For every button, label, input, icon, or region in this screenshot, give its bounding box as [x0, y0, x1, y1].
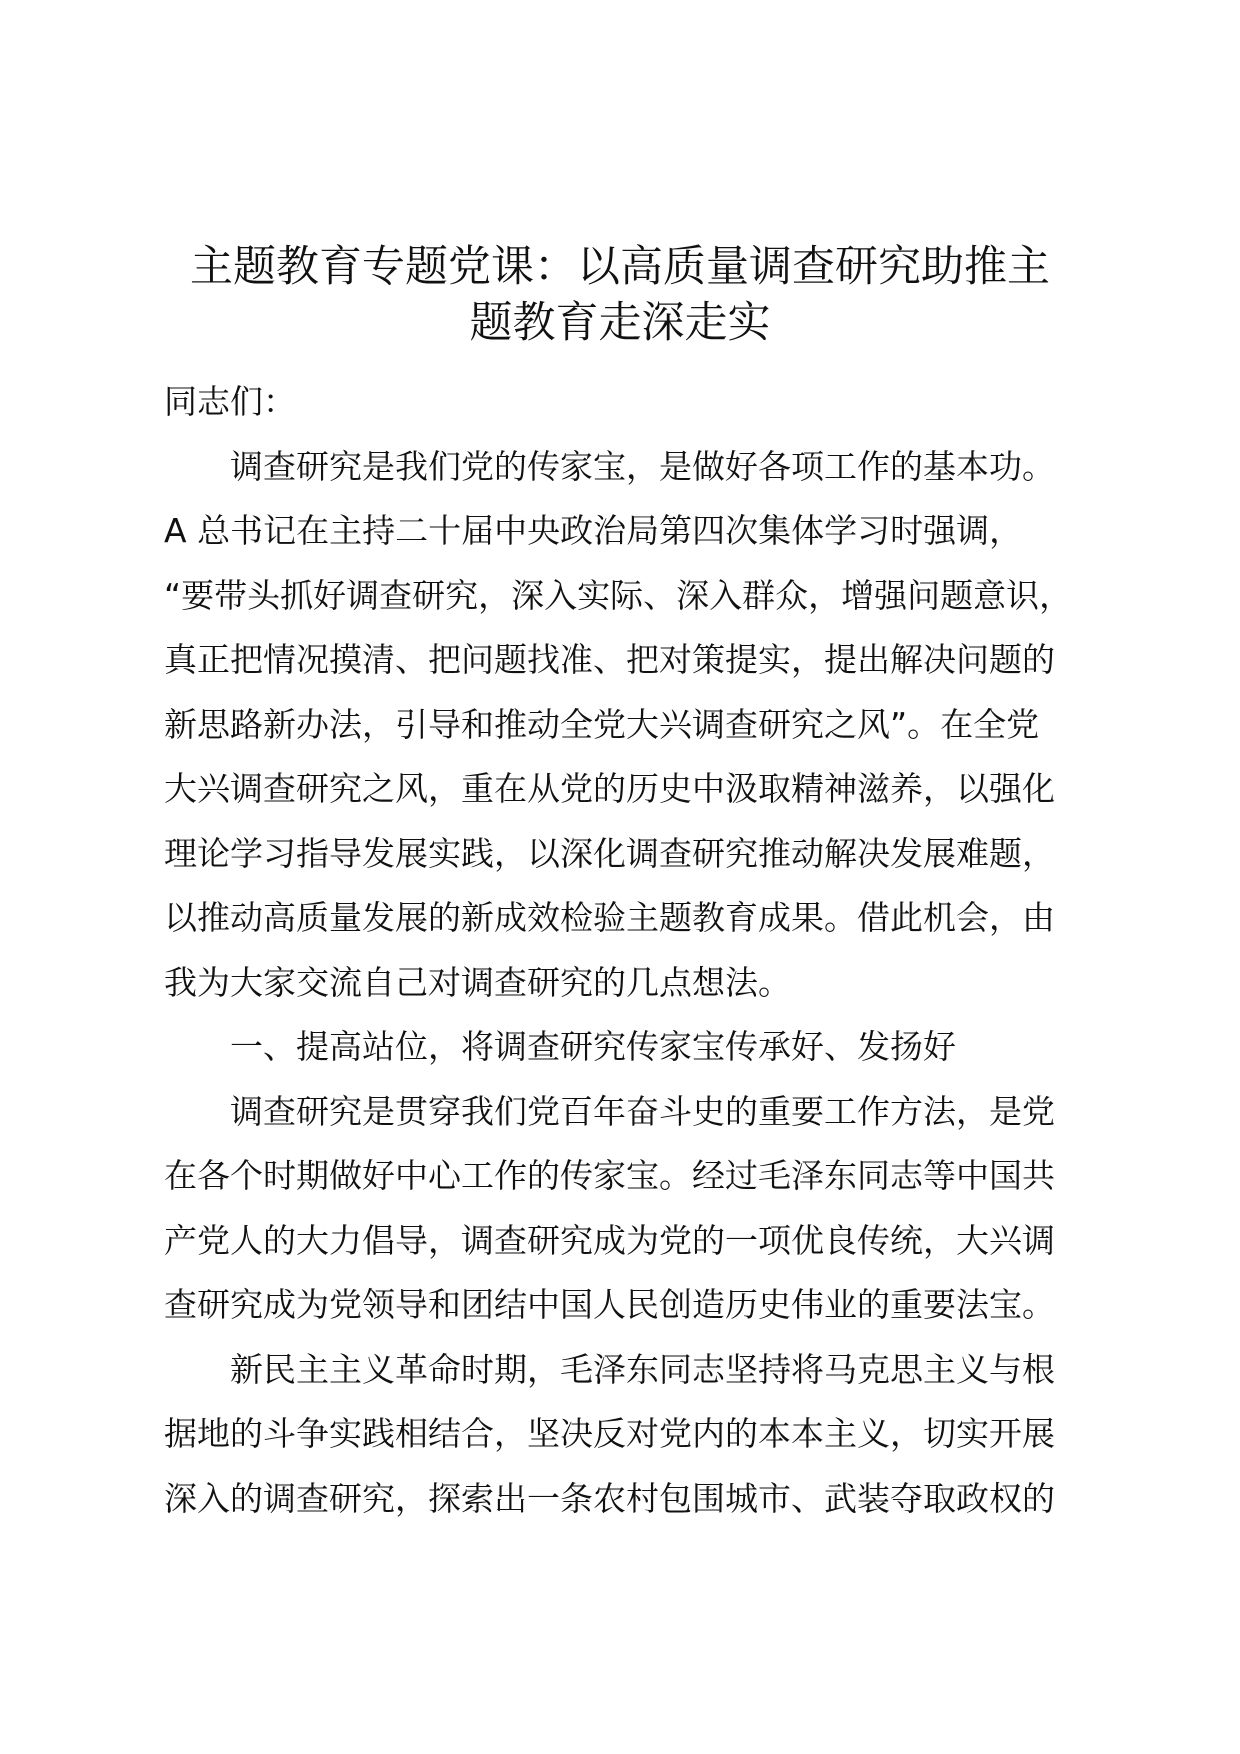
body-line: 新思路新办法，引导和推动全党大兴调查研究之风”。在全党: [164, 704, 1040, 744]
body-line: 在各个时期做好中心工作的传家宝。经过毛泽东同志等中国共: [164, 1156, 1055, 1195]
document-title-line-2: 题教育走深走实: [469, 298, 771, 348]
body-line: 我为大家交流自己对调查研究的几点想法。: [164, 962, 791, 1002]
body-line: 据地的斗争实践相结合，坚决反对党内的本本主义，切实开展: [164, 1414, 1055, 1453]
body-line: 一、提高站位，将调查研究传家宝传承好、发扬好: [230, 1027, 956, 1066]
document-title-line-1: 主题教育专题党课：以高质量调查研究助推主: [190, 242, 1050, 292]
body-line: 以推动高质量发展的新成效检验主题教育成果。借此机会，由: [164, 898, 1055, 937]
body-line: 深入的调查研究，探索出一条农村包围城市、武装夺取政权的: [164, 1478, 1055, 1518]
body-line: 查研究成为党领导和团结中国人民创造历史伟业的重要法宝。: [164, 1285, 1055, 1324]
body-line: 真正把情况摸清、把问题找准、把对策提实，提出解决问题的: [164, 640, 1055, 679]
document-body: [164, 370, 1094, 1531]
body-line: 理论学习指导发展实践，以深化调查研究推动解决发展难题，: [164, 833, 1055, 873]
body-line: 大兴调查研究之风，重在从党的历史中汲取精神滋养，以强化: [164, 769, 1055, 808]
body-line: 调查研究是我们党的传家宝，是做好各项工作的基本功。: [230, 446, 1055, 486]
body-line: 同志们：: [164, 382, 296, 421]
body-line: “要带头抓好调查研究，深入实际、深入群众，增强问题意识，: [164, 575, 1073, 615]
body-line: 产党人的大力倡导，调查研究成为党的一项优良传统，大兴调: [164, 1220, 1055, 1260]
body-line: 新民主主义革命时期，毛泽东同志坚持将马克思主义与根: [230, 1349, 1055, 1389]
body-line: A 总书记在主持二十届中央政治局第四次集体学习时强调，: [164, 511, 1023, 550]
body-line: 调查研究是贯穿我们党百年奋斗史的重要工作方法，是党: [230, 1091, 1055, 1131]
